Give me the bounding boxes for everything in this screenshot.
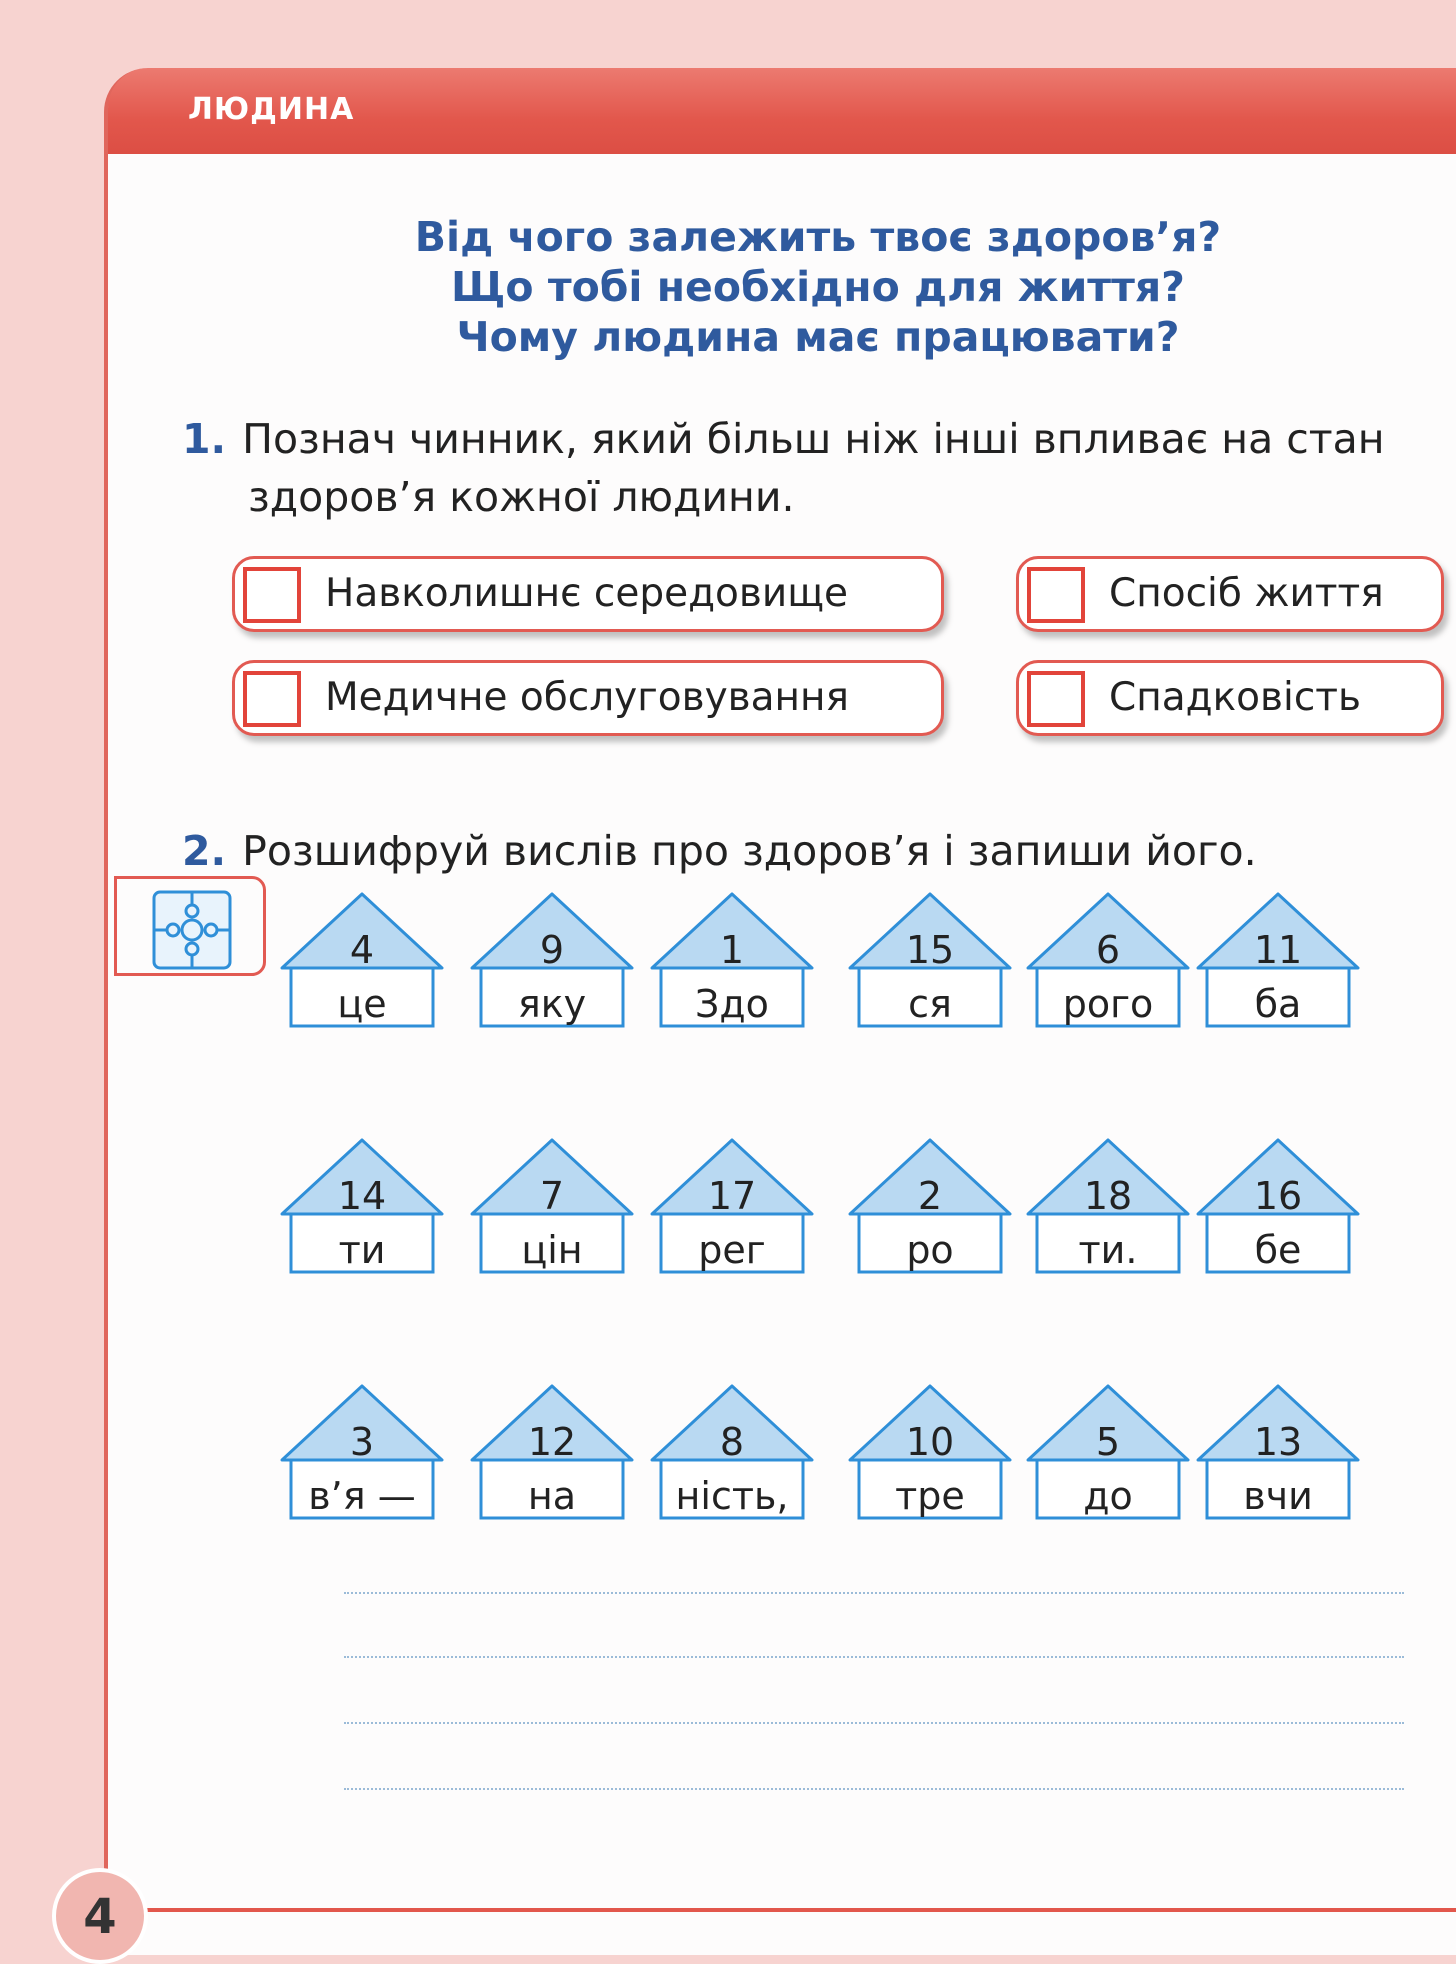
house-number: 18 [1083,1174,1133,1218]
option-heredity[interactable] [1016,660,1444,736]
house-syllable: ся [908,982,952,1026]
house-syllable: яку [517,982,587,1026]
lesson-question: Від чого залежить твоє здоров’я? [414,213,1222,261]
house-card [1024,1382,1192,1522]
checkbox[interactable] [1027,671,1085,727]
option-label: Медичне обслуговування [325,675,850,720]
house-card [1194,890,1362,1030]
house-card [648,890,816,1030]
task-text: Познач чинник, який більш ніж інші впливає на стан [242,415,1385,463]
house-syllable: це [337,982,387,1026]
house-syllable: рого [1062,982,1154,1026]
page-number: 4 [52,1868,148,1964]
house-syllable: в’я — [308,1474,416,1518]
task-number: 2. [182,827,227,875]
house-card [468,1382,636,1522]
option-label: Навколишнє середовище [325,571,848,616]
checkbox[interactable] [243,567,301,623]
task-text-continued: здоров’я кожної людини. [248,473,795,521]
house-card [1024,890,1192,1030]
house-number: 1 [719,928,745,972]
house-syllable: вчи [1243,1474,1313,1518]
house-card [846,1382,1014,1522]
house-syllable: ти [338,1228,386,1272]
section-header-bar [108,68,1456,154]
house-syllable: цін [521,1228,583,1272]
house-card [278,1382,446,1522]
house-syllable: на [527,1474,577,1518]
house-number: 11 [1253,928,1303,972]
house-number: 4 [349,928,375,972]
house-syllable: ність, [675,1474,789,1518]
house-card [1024,1136,1192,1276]
option-label: Спадковість [1109,675,1361,720]
house-syllable: ти. [1078,1228,1138,1272]
house-number: 13 [1253,1420,1303,1464]
lesson-question: Чому людина має працювати? [456,313,1180,361]
house-number: 15 [905,928,955,972]
house-number: 7 [539,1174,565,1218]
lesson-questions [0,212,1456,362]
task-1 [182,410,1452,526]
answer-line[interactable] [344,1656,1404,1658]
house-syllable: Здо [695,982,769,1026]
house-number: 14 [337,1174,387,1218]
task-number: 1. [182,415,227,463]
house-syllable: рег [698,1228,766,1272]
house-card [278,890,446,1030]
answer-line[interactable] [344,1592,1404,1594]
house-number: 9 [539,928,565,972]
house-card [468,890,636,1030]
house-number: 16 [1253,1174,1303,1218]
house-card [846,890,1014,1030]
house-number: 5 [1095,1420,1121,1464]
house-number: 6 [1095,928,1121,972]
house-syllable: тре [895,1474,965,1518]
house-card [1194,1136,1362,1276]
house-number: 17 [707,1174,757,1218]
task-2 [182,822,1432,880]
task-text: Розшифруй вислів про здоров’я і запиши його. [242,827,1257,875]
checkbox[interactable] [1027,567,1085,623]
house-card [846,1136,1014,1276]
house-number: 2 [917,1174,943,1218]
answer-line[interactable] [344,1788,1404,1790]
house-card [468,1136,636,1276]
house-number: 3 [349,1420,375,1464]
puzzle-icon [150,888,234,972]
house-card [1194,1382,1362,1522]
house-number: 12 [527,1420,577,1464]
house-number: 10 [905,1420,955,1464]
option-label: Спосіб життя [1109,571,1384,616]
option-lifestyle[interactable] [1016,556,1444,632]
footer-line [120,1908,1456,1912]
checkbox[interactable] [243,671,301,727]
house-syllable: до [1083,1474,1133,1518]
section-title: ЛЮДИНА [188,92,355,127]
house-card [648,1136,816,1276]
house-card [648,1382,816,1522]
option-medical-care[interactable] [232,660,944,736]
house-card [278,1136,446,1276]
house-number: 8 [719,1420,745,1464]
lesson-question: Що тобі необхідно для життя? [451,263,1185,311]
house-syllable: ба [1254,982,1302,1026]
house-syllable: бе [1254,1228,1302,1272]
answer-line[interactable] [344,1722,1404,1724]
option-environment[interactable] [232,556,944,632]
house-syllable: ро [906,1228,954,1272]
